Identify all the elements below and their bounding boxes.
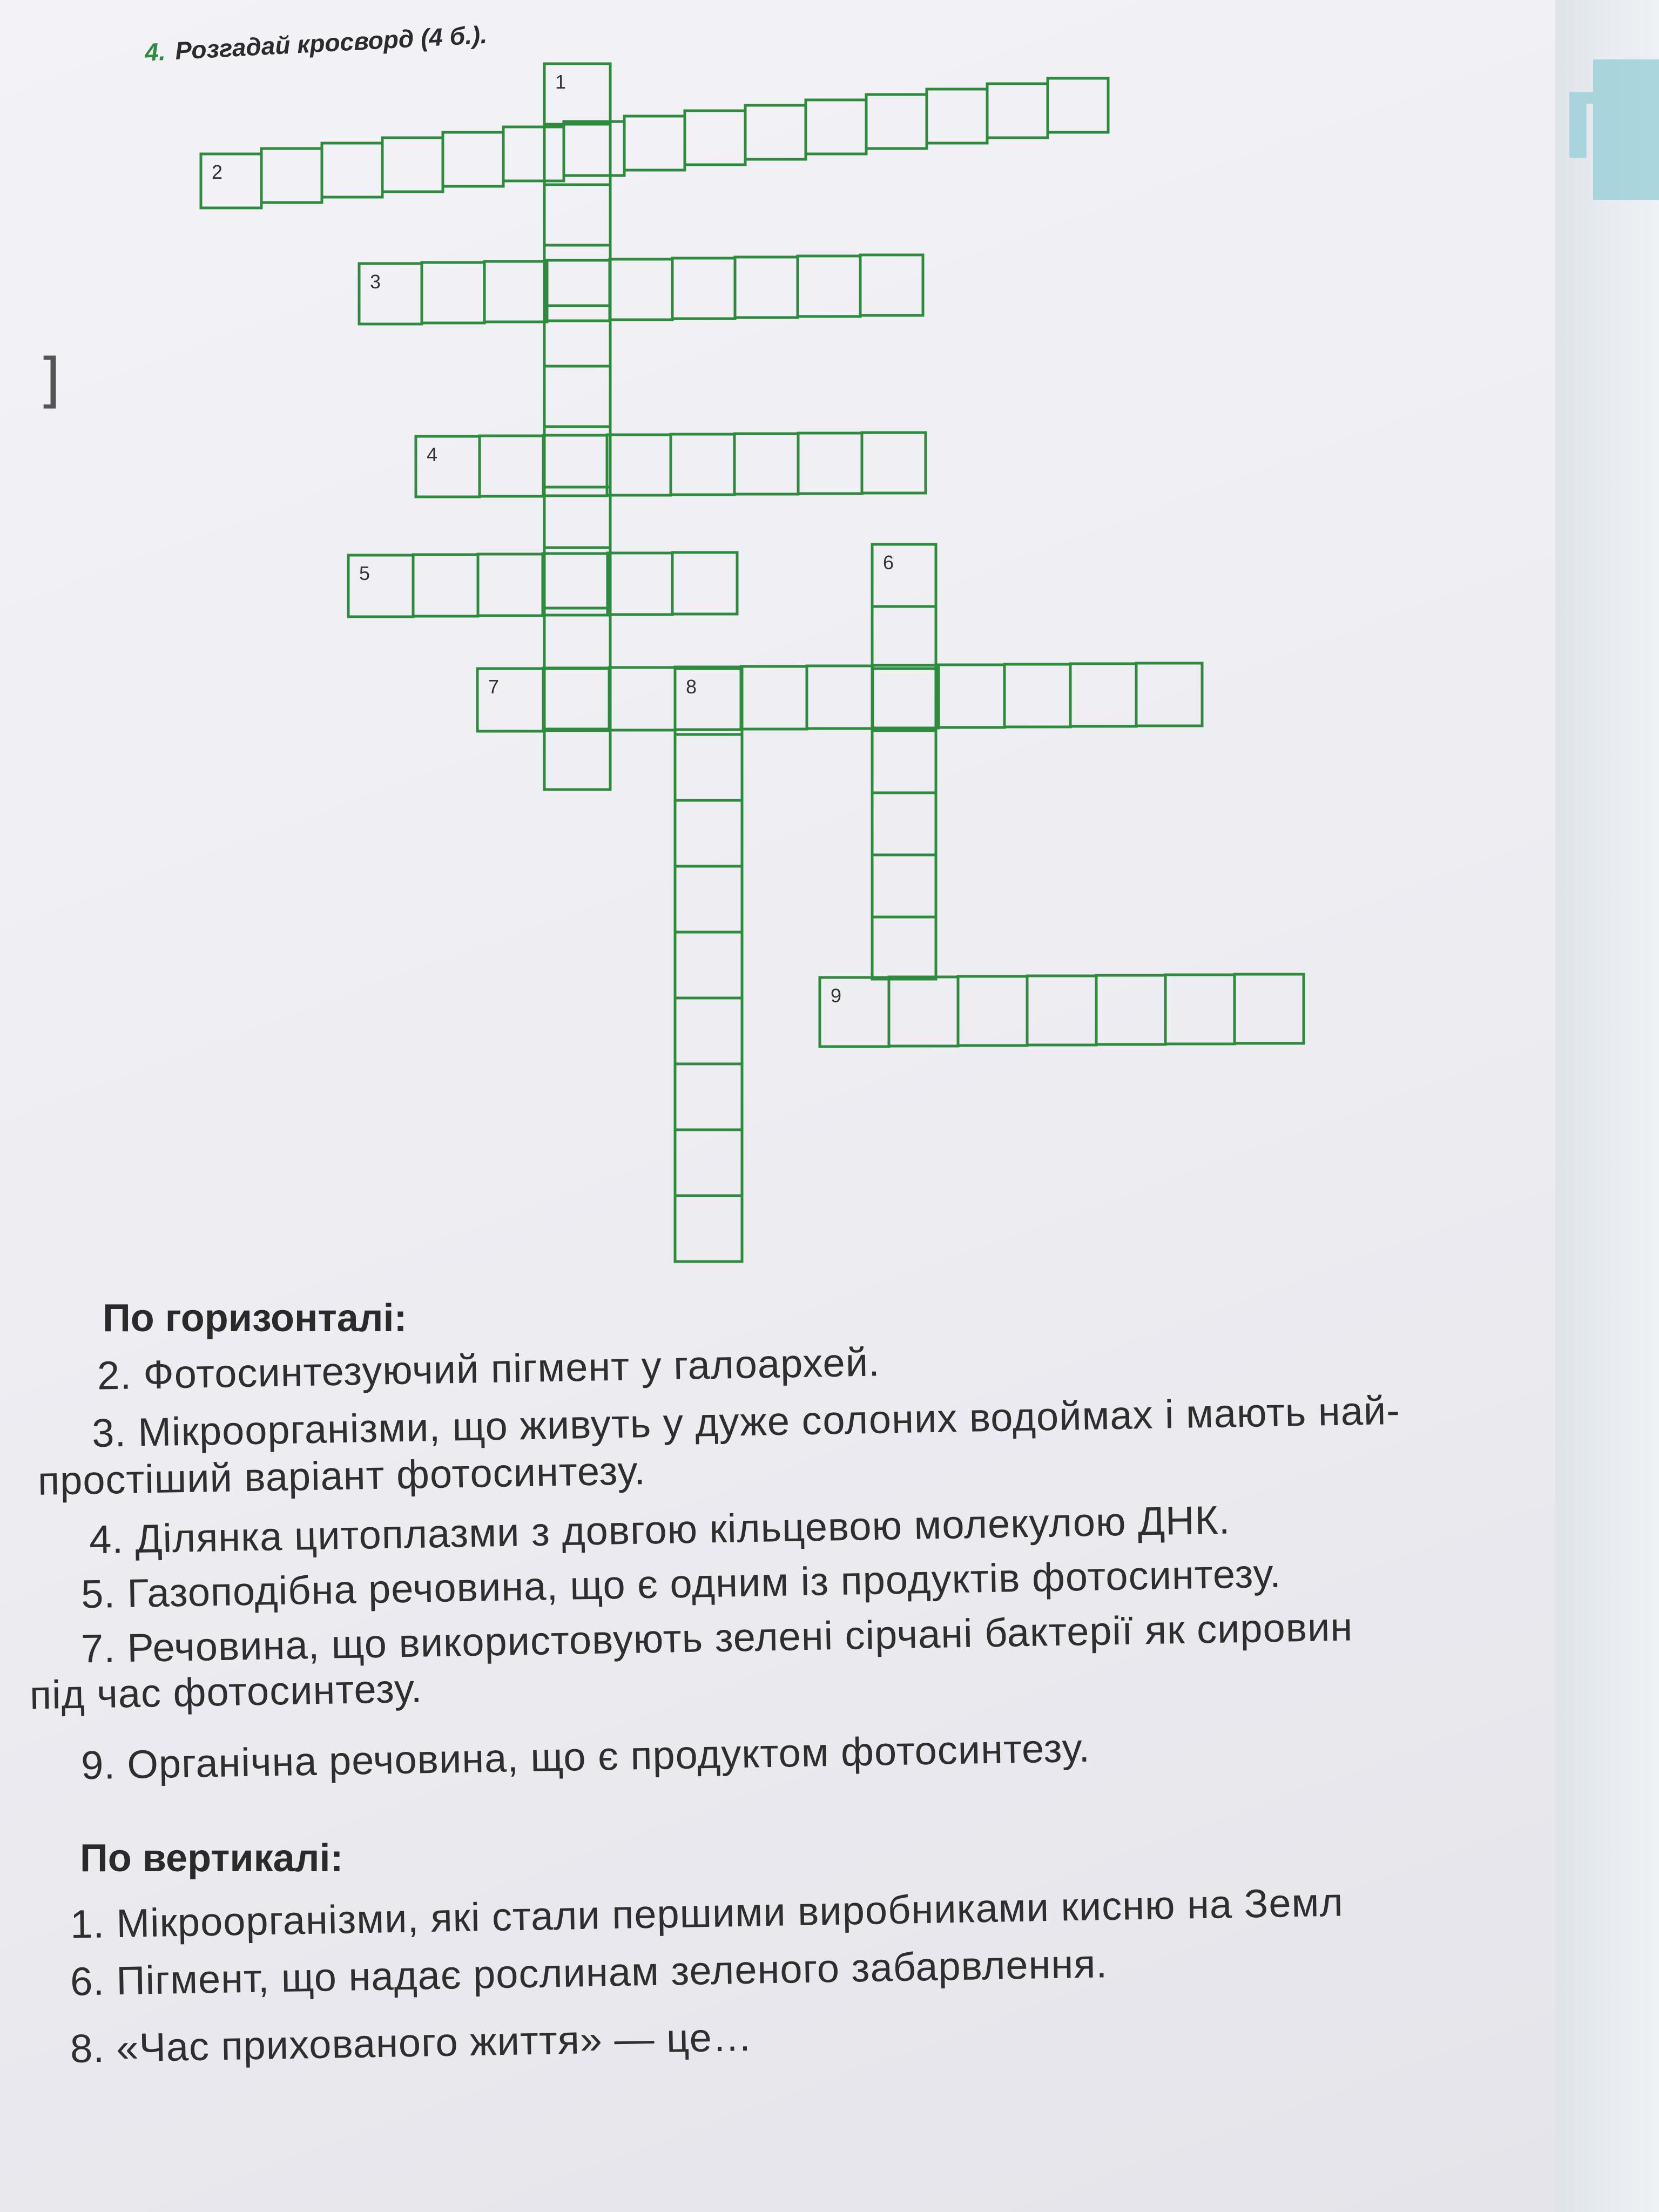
- crossword-cell-6-3: [872, 669, 936, 731]
- across-clue-line: простіший варіант фотосинтезу.: [37, 1448, 646, 1503]
- crossword-cell-8-5: [675, 932, 742, 998]
- crossword-cell-6-1: [872, 544, 936, 606]
- down-clue-line: 1. Мікроорганізми, які стали першими виробниками кисню на Земл: [70, 1879, 1344, 1947]
- crossword-cell-4-1: [416, 436, 480, 497]
- crossword-cell-5-6: [672, 552, 737, 614]
- crossword-cell-5-1: [348, 555, 413, 617]
- crossword-cell-6-6: [872, 855, 936, 917]
- crossword-cell-9-6: [1165, 975, 1235, 1044]
- crossword-cell-2-1: [201, 154, 261, 208]
- down-clue-line: 8. «Час прихованого життя» — це…: [70, 2014, 753, 2072]
- task-number: 4.: [144, 37, 166, 66]
- down-heading: По вертикалі:: [80, 1837, 343, 1880]
- crossword-cell-8-3: [675, 800, 742, 866]
- across-clue-line: 4. Ділянка цитоплазми з довгою кільцевою молекулою ДНК.: [89, 1497, 1231, 1562]
- crossword-cell-1-11: [544, 669, 610, 729]
- crossword-number-2: 2: [212, 161, 223, 183]
- crossword-cell-4-5: [671, 434, 734, 495]
- crossword-cell-6-2: [872, 606, 936, 669]
- crossword-cell-5-4: [543, 554, 608, 615]
- crossword-number-8: 8: [686, 676, 697, 698]
- crossword-cell-7-11: [1136, 663, 1202, 726]
- crossword-number-5: 5: [359, 562, 370, 584]
- crossword-cell-1-1: [544, 64, 610, 124]
- crossword-cell-6-4: [872, 731, 936, 793]
- crossword-cell-2-12: [866, 95, 927, 149]
- crossword-number-9: 9: [831, 984, 842, 1007]
- crossword-cell-7-9: [1004, 664, 1070, 727]
- crossword-cell-4-6: [734, 434, 798, 494]
- crossword-cell-1-6: [544, 366, 610, 427]
- crossword-cell-8-8: [675, 1130, 742, 1196]
- crossword-cell-7-5: [741, 666, 807, 729]
- crossword-cell-8-1: [675, 669, 742, 734]
- crossword-cell-2-7: [564, 122, 624, 176]
- crossword-cell-2-6: [503, 127, 564, 181]
- crossword-cell-1-4: [544, 245, 610, 306]
- crossword-cell-4-4: [607, 435, 671, 495]
- crossword-cell-9-3: [958, 976, 1027, 1046]
- crossword-number-3: 3: [370, 271, 381, 293]
- crossword-cell-5-5: [608, 553, 672, 615]
- crossword-cell-1-12: [544, 729, 610, 790]
- across-clue-line: 2. Фотосинтезуючий пігмент у галоархей.: [97, 1339, 881, 1398]
- crossword-cell-6-7: [872, 917, 936, 979]
- pencil-mark: ]: [38, 346, 61, 415]
- crossword-cell-7-2: [543, 668, 609, 731]
- crossword-cell-7-1: [477, 669, 543, 731]
- crossword-cell-2-3: [322, 143, 382, 197]
- crossword-cell-9-4: [1027, 976, 1096, 1045]
- crossword-cell-7-3: [609, 667, 675, 730]
- crossword-cell-1-9: [544, 548, 610, 608]
- crossword-number-6: 6: [883, 551, 894, 574]
- crossword-cell-7-4: [675, 667, 741, 730]
- crossword-cell-4-2: [480, 436, 543, 496]
- task-title-text: Розгадай кросворд (4 б.).: [174, 20, 488, 65]
- crossword-cell-2-8: [624, 116, 685, 170]
- across-heading: По горизонталі:: [103, 1297, 407, 1340]
- crossword-cell-2-14: [987, 84, 1048, 138]
- crossword-cell-9-5: [1096, 975, 1165, 1044]
- crossword-cell-7-7: [873, 665, 939, 728]
- crossword-cell-2-4: [382, 138, 443, 192]
- across-clue-line: 7. Речовина, що використовують зелені сірчані бактерії як сировин: [80, 1604, 1353, 1671]
- crossword-cell-9-2: [889, 977, 958, 1046]
- crossword-cell-3-1: [359, 264, 422, 324]
- crossword-cell-2-2: [261, 149, 322, 203]
- crossword-cell-2-11: [806, 100, 866, 154]
- crossword-cell-5-3: [478, 554, 543, 616]
- crossword-cell-5-2: [413, 555, 478, 616]
- crossword-number-1: 1: [555, 71, 567, 93]
- crossword-cell-2-10: [745, 105, 806, 159]
- crossword-cell-9-7: [1235, 974, 1304, 1043]
- crossword-cell-1-5: [544, 306, 610, 366]
- across-clue-line: 3. Мікроорганізми, що живуть у дуже солоних водоймах і мають най-: [91, 1387, 1401, 1456]
- crossword-cell-3-3: [484, 261, 547, 322]
- crossword-cell-1-10: [544, 608, 610, 669]
- crossword-cell-3-4: [547, 260, 610, 321]
- crossword-cell-3-6: [672, 258, 735, 319]
- crossword-cell-8-6: [675, 998, 742, 1064]
- crossword-cell-8-2: [675, 734, 742, 800]
- crossword-cell-2-13: [927, 89, 987, 143]
- crossword-cell-8-7: [675, 1064, 742, 1130]
- crossword-cell-7-6: [807, 666, 873, 729]
- down-clue-line: 6. Пігмент, що надає рослинам зеленого забарвлення.: [70, 1941, 1108, 2004]
- crossword-cell-3-9: [860, 255, 923, 315]
- across-clue-line: 5. Газоподібна речовина, що є одним із продуктів фотосинтезу.: [80, 1550, 1282, 1617]
- crossword-cell-1-3: [544, 185, 610, 245]
- crossword-cell-3-2: [422, 262, 484, 323]
- crossword-cell-8-4: [675, 866, 742, 932]
- crossword-cell-2-15: [1048, 78, 1108, 132]
- crossword-cell-3-5: [610, 259, 672, 320]
- crossword-cell-7-10: [1070, 664, 1136, 726]
- across-clue-line: 9. Органічна речовина, що є продуктом фотосинтезу.: [80, 1725, 1091, 1788]
- crossword-cell-3-8: [798, 256, 860, 316]
- crossword-cell-8-9: [675, 1196, 742, 1262]
- crossword-cell-6-5: [872, 793, 936, 855]
- crossword-number-4: 4: [427, 443, 438, 466]
- crossword-cell-3-7: [735, 257, 798, 318]
- crossword-cell-2-5: [443, 132, 503, 186]
- crossword-cell-4-8: [862, 433, 926, 493]
- across-clue-line: під час фотосинтезу.: [29, 1665, 423, 1718]
- adjacent-book-letter: ґ: [1561, 45, 1616, 184]
- crossword-cell-2-9: [685, 111, 745, 165]
- crossword-number-7: 7: [488, 676, 500, 698]
- crossword-cell-4-7: [798, 433, 862, 494]
- crossword-cell-7-8: [939, 665, 1004, 727]
